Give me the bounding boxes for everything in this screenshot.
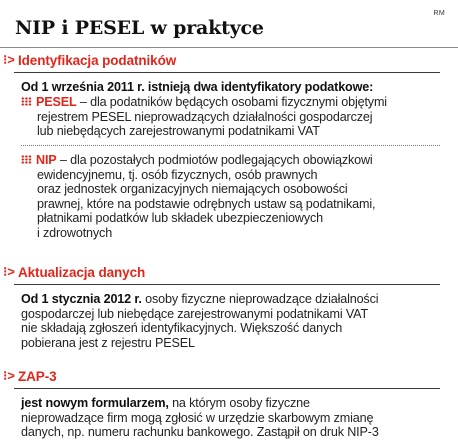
bullet-line: rejestrem PESEL nieprowadzących działalności gospodarczej — [37, 109, 373, 124]
chevron-right-icon: ⁝> — [3, 368, 15, 383]
dot-grid-icon — [21, 155, 32, 164]
bullet-line: lub niebędących zarejestrowanymi podatnikami VAT — [37, 124, 320, 139]
bullet-line: oraz jednostek organizacyjnych niemających osobowości — [37, 182, 348, 197]
section-body-zap3 — [21, 396, 453, 440]
bullet-line: płatnikami podatków lub składek ubezpieczeniowych — [37, 211, 323, 226]
bullet-line: i zdrowotnych — [37, 225, 113, 240]
dot-grid-icon — [21, 97, 32, 106]
intro-line: Od 1 września 2011 r. istnieją dwa identyfikatory podatkowe: — [21, 80, 374, 94]
section-body-aktualizacja — [21, 292, 453, 350]
section-divider — [14, 284, 440, 285]
chevron-right-icon: ⁝> — [3, 264, 15, 279]
corner-mark: RM — [433, 10, 445, 17]
section-title: Identyfikacja podatników — [18, 52, 177, 68]
body-line: danych, np. numeru rachunku bankowego. Zastąpił on druk NIP-3 — [21, 425, 379, 440]
section-header-identyfikacja — [0, 50, 176, 70]
section-title: ZAP-3 — [18, 368, 57, 384]
title-divider — [0, 47, 458, 48]
section-intro — [21, 80, 453, 95]
lead-text: Od 1 stycznia 2012 r. — [21, 292, 142, 306]
section-divider — [14, 72, 440, 73]
list-item-pesel — [21, 95, 453, 139]
bullet-term: PESEL — [36, 95, 77, 109]
body-line: gospodarczej lub niebędące zarejestrowanymi podatnikami VAT — [21, 306, 368, 321]
section-title: Aktualizacja danych — [18, 264, 146, 280]
chevron-right-icon: ⁝> — [3, 52, 15, 67]
body-line: pobierana jest z rejestru PESEL — [21, 335, 195, 350]
lead-text: jest nowym formularzem, — [21, 396, 169, 410]
dotted-divider — [21, 145, 440, 146]
section-header-zap3 — [0, 366, 57, 386]
bullet-line: prawnej, które na podstawie odrębnych ustaw są podatnikami, — [37, 196, 376, 211]
body-line: nie składają zgłoszeń identyfikacyjnych. Większość danych — [21, 321, 343, 336]
bullet-line: – dla podatników będących osobami fizycznymi objętymi — [76, 95, 387, 109]
bullet-line: – dla pozostałych podmiotów podlegających obowiązkowi — [56, 153, 373, 167]
body-line: osoby fizyczne nieprowadzące działalności — [141, 292, 379, 306]
section-divider — [14, 388, 440, 389]
section-header-aktualizacja — [0, 262, 145, 282]
page-title: NIP i PESEL w praktyce — [15, 17, 264, 39]
body-line: nieprowadzące firm mogą zgłosić w urzędzie skarbowym zmianę — [21, 410, 374, 425]
list-item-nip — [21, 153, 453, 241]
bullet-term: NIP — [36, 153, 57, 167]
bullet-line: ewidencyjnemu, tj. osób fizycznych, osób prawnych — [37, 167, 318, 182]
body-line: na którym osoby fizyczne — [168, 396, 310, 410]
